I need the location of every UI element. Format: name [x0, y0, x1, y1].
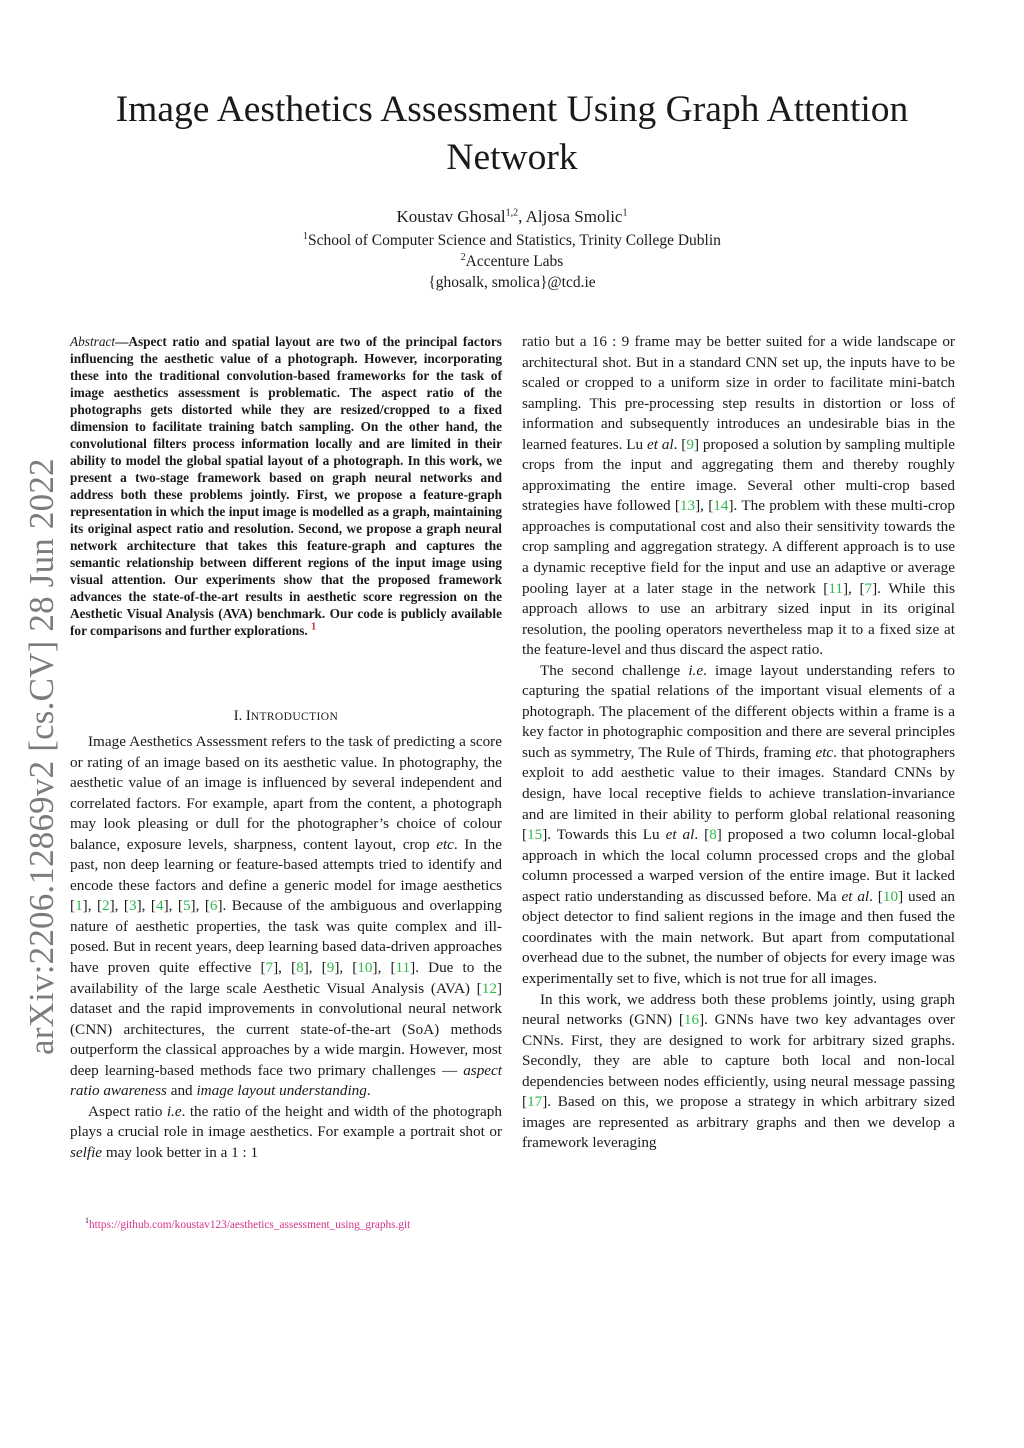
- citation-link[interactable]: 8: [296, 959, 304, 977]
- author-name: Aljosa Smolic: [525, 207, 623, 226]
- paragraph-intro-2: Aspect ratio i.e. the ratio of the height and width of the photograph plays a crucial role in image aesthetics. For example a portrait shot or selfie may look better in a 1 : 1: [70, 1102, 502, 1161]
- citation-link[interactable]: 11: [395, 959, 411, 977]
- footnote-url[interactable]: https://github.com/koustav123/aesthetics_assessment_using_graphs.git: [89, 1219, 411, 1231]
- section-heading: [70, 706, 502, 727]
- citation-link[interactable]: 3: [129, 897, 137, 915]
- section-title-rest: NTRODUCTION: [250, 711, 339, 723]
- footnote-mark: 1: [85, 1216, 89, 1226]
- email-line: {ghosalk, smolica}@tcd.ie: [428, 274, 596, 291]
- right-body: [522, 332, 955, 1154]
- citation-link[interactable]: 9: [686, 435, 694, 453]
- citation-link[interactable]: 17: [527, 1093, 543, 1111]
- paragraph-intro-3: The second challenge i.e. image layout understanding refers to capturing the spatial relations of the important visual elements of a photograph. The placement of the different objects within a frame is a key factor in photographic composition and there are several principles such as symmetry, The Rule of Thirds, framing etc. that photographers exploit to add aesthetic value to their images. Standard CNNs by design, have local receptive fields to achieve translation-invariance and are limited in their ability to perform global relational reasoning [15]. Towards this Lu et al. [8] proposed a two column local-global approach in which the local column processed crops and the global column processed a warped version of the entire image. But it lacked aspect ratio understanding as discussed before. Ma et al. [10] used an object detector to find salient regions in the image and then fused the coordinates with the main network. But apart from computational overhead due to the subnet, the number of objects for every image was experimentally set to five, which is not true for all images.: [522, 661, 956, 987]
- abstract: [70, 333, 502, 639]
- author-line: [100, 206, 924, 228]
- abstract-text: —Aspect ratio and spatial layout are two of the principal factors influencing the aesthetic value of a photograph. However, incorporating these into the traditional convolution-based frameworks for the task of image aesthetics assessment is problematic. The aspect ratio of the photographs gets distorted while they are resized/cropped to a fixed dimension to facilitate training batch sampling. On the other hand, the convolutional filters process information locally and are limited in their ability to model the global spatial layout of a photograph. In this work, we present a two-stage framework based on graph neural networks and address both these problems jointly. First, we propose a feature-graph representation in which the input image is modelled as a graph, maintaining its original aspect ratio and resolution. Second, we propose a graph neural network architecture that takes this feature-graph and captures the semantic relationship between different regions of the input image using visual attention. Our experiments show that the proposed framework advances the state-of-the-art results in aesthetic score regression on the Aesthetic Visual Analysis (AVA) benchmark. Our code is publicly available for comparisons and further explorations.: [70, 334, 502, 638]
- paper-title: Image Aesthetics Assessment Using Graph Attention Network: [115, 89, 909, 178]
- citation-link[interactable]: 12: [481, 979, 497, 997]
- author-affil-mark: 1: [622, 207, 628, 219]
- citation-link[interactable]: 15: [527, 826, 543, 844]
- affil-text: Accenture Labs: [465, 253, 564, 270]
- paragraph-intro-4: In this work, we address both these problems jointly, using graph neural networks (GNN) [16]. GNNs have two key advantages over CNNs. First, they are designed to work for arbitrary sized graphs. Secondly, they are able to capture both local and non-local dependencies between nodes efficiently, using neural message passing [17]. Based on this, we propose a strategy in which arbitrary sized images are represented as arbitrary graphs and then we develop a framework leveraging: [522, 990, 955, 1152]
- affil-mark: 2: [460, 251, 466, 263]
- citation-link[interactable]: 14: [713, 497, 729, 515]
- citation-link[interactable]: 10: [882, 887, 899, 905]
- author-separator: ,: [518, 207, 526, 226]
- affiliation-2: [100, 252, 924, 272]
- citation-link[interactable]: 1: [75, 897, 83, 915]
- citation-link[interactable]: 9: [326, 959, 335, 977]
- footnote-ref[interactable]: 1: [311, 621, 317, 633]
- arxiv-identifier: arXiv:2206.12869v2 [cs.CV] 28 Jun 2022: [22, 458, 61, 1055]
- citation-link[interactable]: 10: [357, 959, 373, 977]
- paragraph-intro-2-cont: ratio but a 16 : 9 frame may be better suited for a wide landscape or architectural shot. But in a standard CNN set up, the inputs have to be scaled or cropped to a uniform size in order to facilitate mini-batch sampling. This pre-processing step results in distortion or loss of information and subsequently introduces an undesirable bias in the learned features. Lu et al. [9] proposed a solution by sampling multiple crops from the input and aggregating them and thereby roughly approximating the entire image. Several other multi-crop based strategies have followed [13], [14]. The problem with these multi-crop approaches is computational cost and also their sensitivity towards the crop sampling and aggregation strategy. A different approach is to use a dynamic receptive field for the input and use an adaptive or average pooling layer at a later stage in the network [11], [7]. While this approach allows to use an arbitrary sized input in its original resolution, the pooling operators nevertheless map it to a fixed size at the feature-level and thus discard the aspect ratio.: [522, 333, 956, 659]
- citation-link[interactable]: 16: [683, 1011, 700, 1029]
- affiliation-1: [100, 231, 924, 251]
- left-body: [70, 732, 502, 1163]
- citation-link[interactable]: 7: [265, 959, 274, 977]
- para-2-continues-right: may look better in a 1 : 1: [102, 1143, 259, 1161]
- citation-link[interactable]: 8: [709, 826, 717, 844]
- citation-link[interactable]: 11: [828, 579, 843, 597]
- citation-link[interactable]: 13: [679, 497, 696, 515]
- section-number: I.: [233, 708, 243, 724]
- citation-link[interactable]: 5: [182, 897, 191, 915]
- author-affil-mark: 1,2: [505, 207, 519, 219]
- abstract-label: Abstract: [70, 334, 116, 349]
- citation-link[interactable]: 7: [864, 579, 873, 597]
- paragraph-intro-1: Image Aesthetics Assessment refers to the task of predicting a score or rating of an image based on its aesthetic value. In photography, the aesthetic value of an image is influenced by several independent and correlated factors. For example, apart from the content, a photograph may look pleasing or dull for the photographer’s choice of colour balance, exposure levels, sharpness, content layout, crop etc. In the past, non deep learning or feature-based attempts tried to identify and encode these factors and define a generic model for image aesthetics [1], [2], [3], [4], [5], [6]. Because of the ambiguous and overlapping nature of aesthetic properties, the task was quite complex and ill-posed. But in recent years, deep learning based data-driven approaches have proven quite effective [7], [8], [9], [10], [11]. Due to the availability of the large scale Aesthetic Visual Analysis (AVA) [12] dataset and the rapid improvements in convolutional neural network (CNN) architectures, the current state-of-the-art (SoA) methods outperform the classical approaches by a wide margin. However, most deep learning-based methods face two primary challenges — aspect ratio awareness and image layout understanding.: [70, 733, 502, 1100]
- affil-text: School of Computer Science and Statistics, Trinity College Dublin: [308, 232, 721, 249]
- footnote: [85, 1218, 410, 1232]
- citation-link[interactable]: 2: [102, 897, 110, 915]
- citation-link[interactable]: 4: [155, 897, 164, 915]
- section-title-initial: I: [245, 708, 251, 724]
- citation-link[interactable]: 6: [209, 897, 218, 915]
- author-name: Koustav Ghosal: [396, 207, 506, 226]
- affil-mark: 1: [303, 230, 309, 242]
